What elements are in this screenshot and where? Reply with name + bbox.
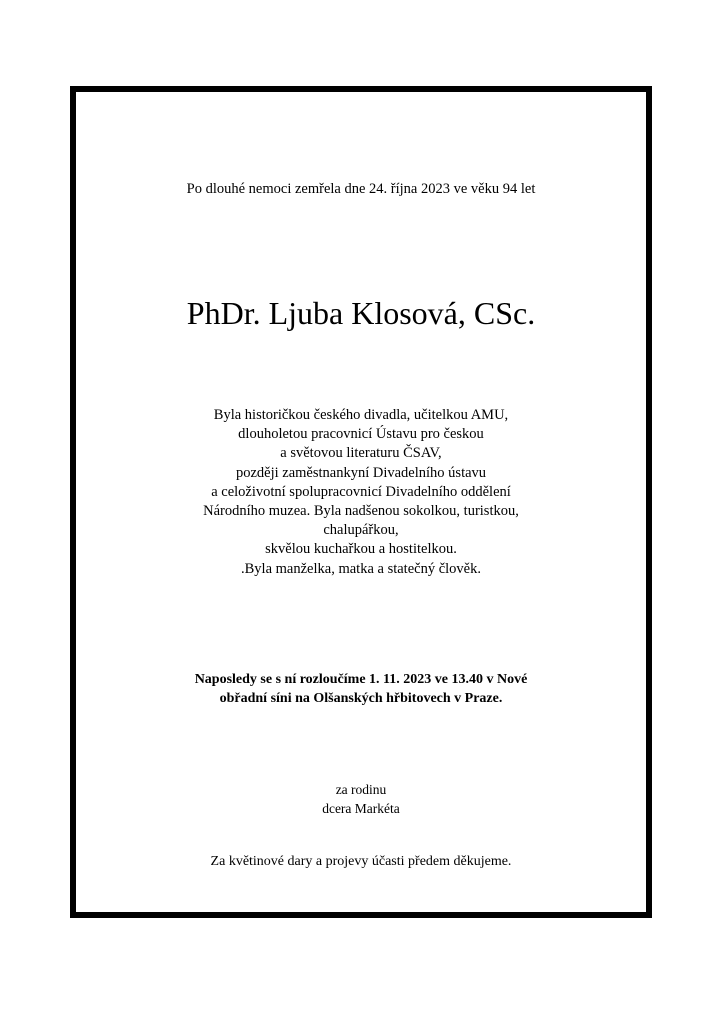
- bio-line: .Byla manželka, matka a statečný člověk.: [241, 560, 481, 577]
- family-signature: [76, 781, 646, 818]
- biography: [76, 406, 646, 579]
- bio-line: později zaměstnankyní Divadelního ústavu: [235, 464, 487, 481]
- signature-line: za rodinu: [335, 782, 387, 797]
- bio-line: chalupářkou,: [323, 522, 399, 539]
- deceased-name: PhDr. Ljuba Klosová, CSc.: [186, 295, 536, 331]
- bio-line: Byla historičkou českého divadla, učitelkou AMU,: [213, 407, 509, 423]
- thanks-note: Za květinové dary a projevy účasti předem děkujeme.: [210, 854, 512, 869]
- bio-line: dlouholetou pracovnicí Ústavu pro českou: [238, 426, 484, 443]
- signature-line: dcera Markéta: [322, 800, 400, 816]
- funeral-details: [76, 670, 646, 708]
- bio-line: a celoživotní spolupracovnicí Divadelního oddělení: [211, 483, 511, 500]
- funeral-line: obřadní síni na Olšanských hřbitovech v Praze.: [219, 691, 503, 706]
- mourning-border: [70, 86, 652, 918]
- funeral-line: Naposledy se s ní rozloučíme 1. 11. 2023 ve 13.40 v Nové: [194, 672, 528, 687]
- bio-line: skvělou kuchařkou a hostitelkou.: [265, 541, 457, 558]
- death-announcement-intro: Po dlouhé nemoci zemřela dne 24. října 2023 ve věku 94 let: [186, 181, 536, 197]
- bio-line: Národního muzea. Byla nadšenou sokolkou, turistkou,: [203, 503, 519, 520]
- bio-line: a světovou literaturu ČSAV,: [280, 445, 442, 462]
